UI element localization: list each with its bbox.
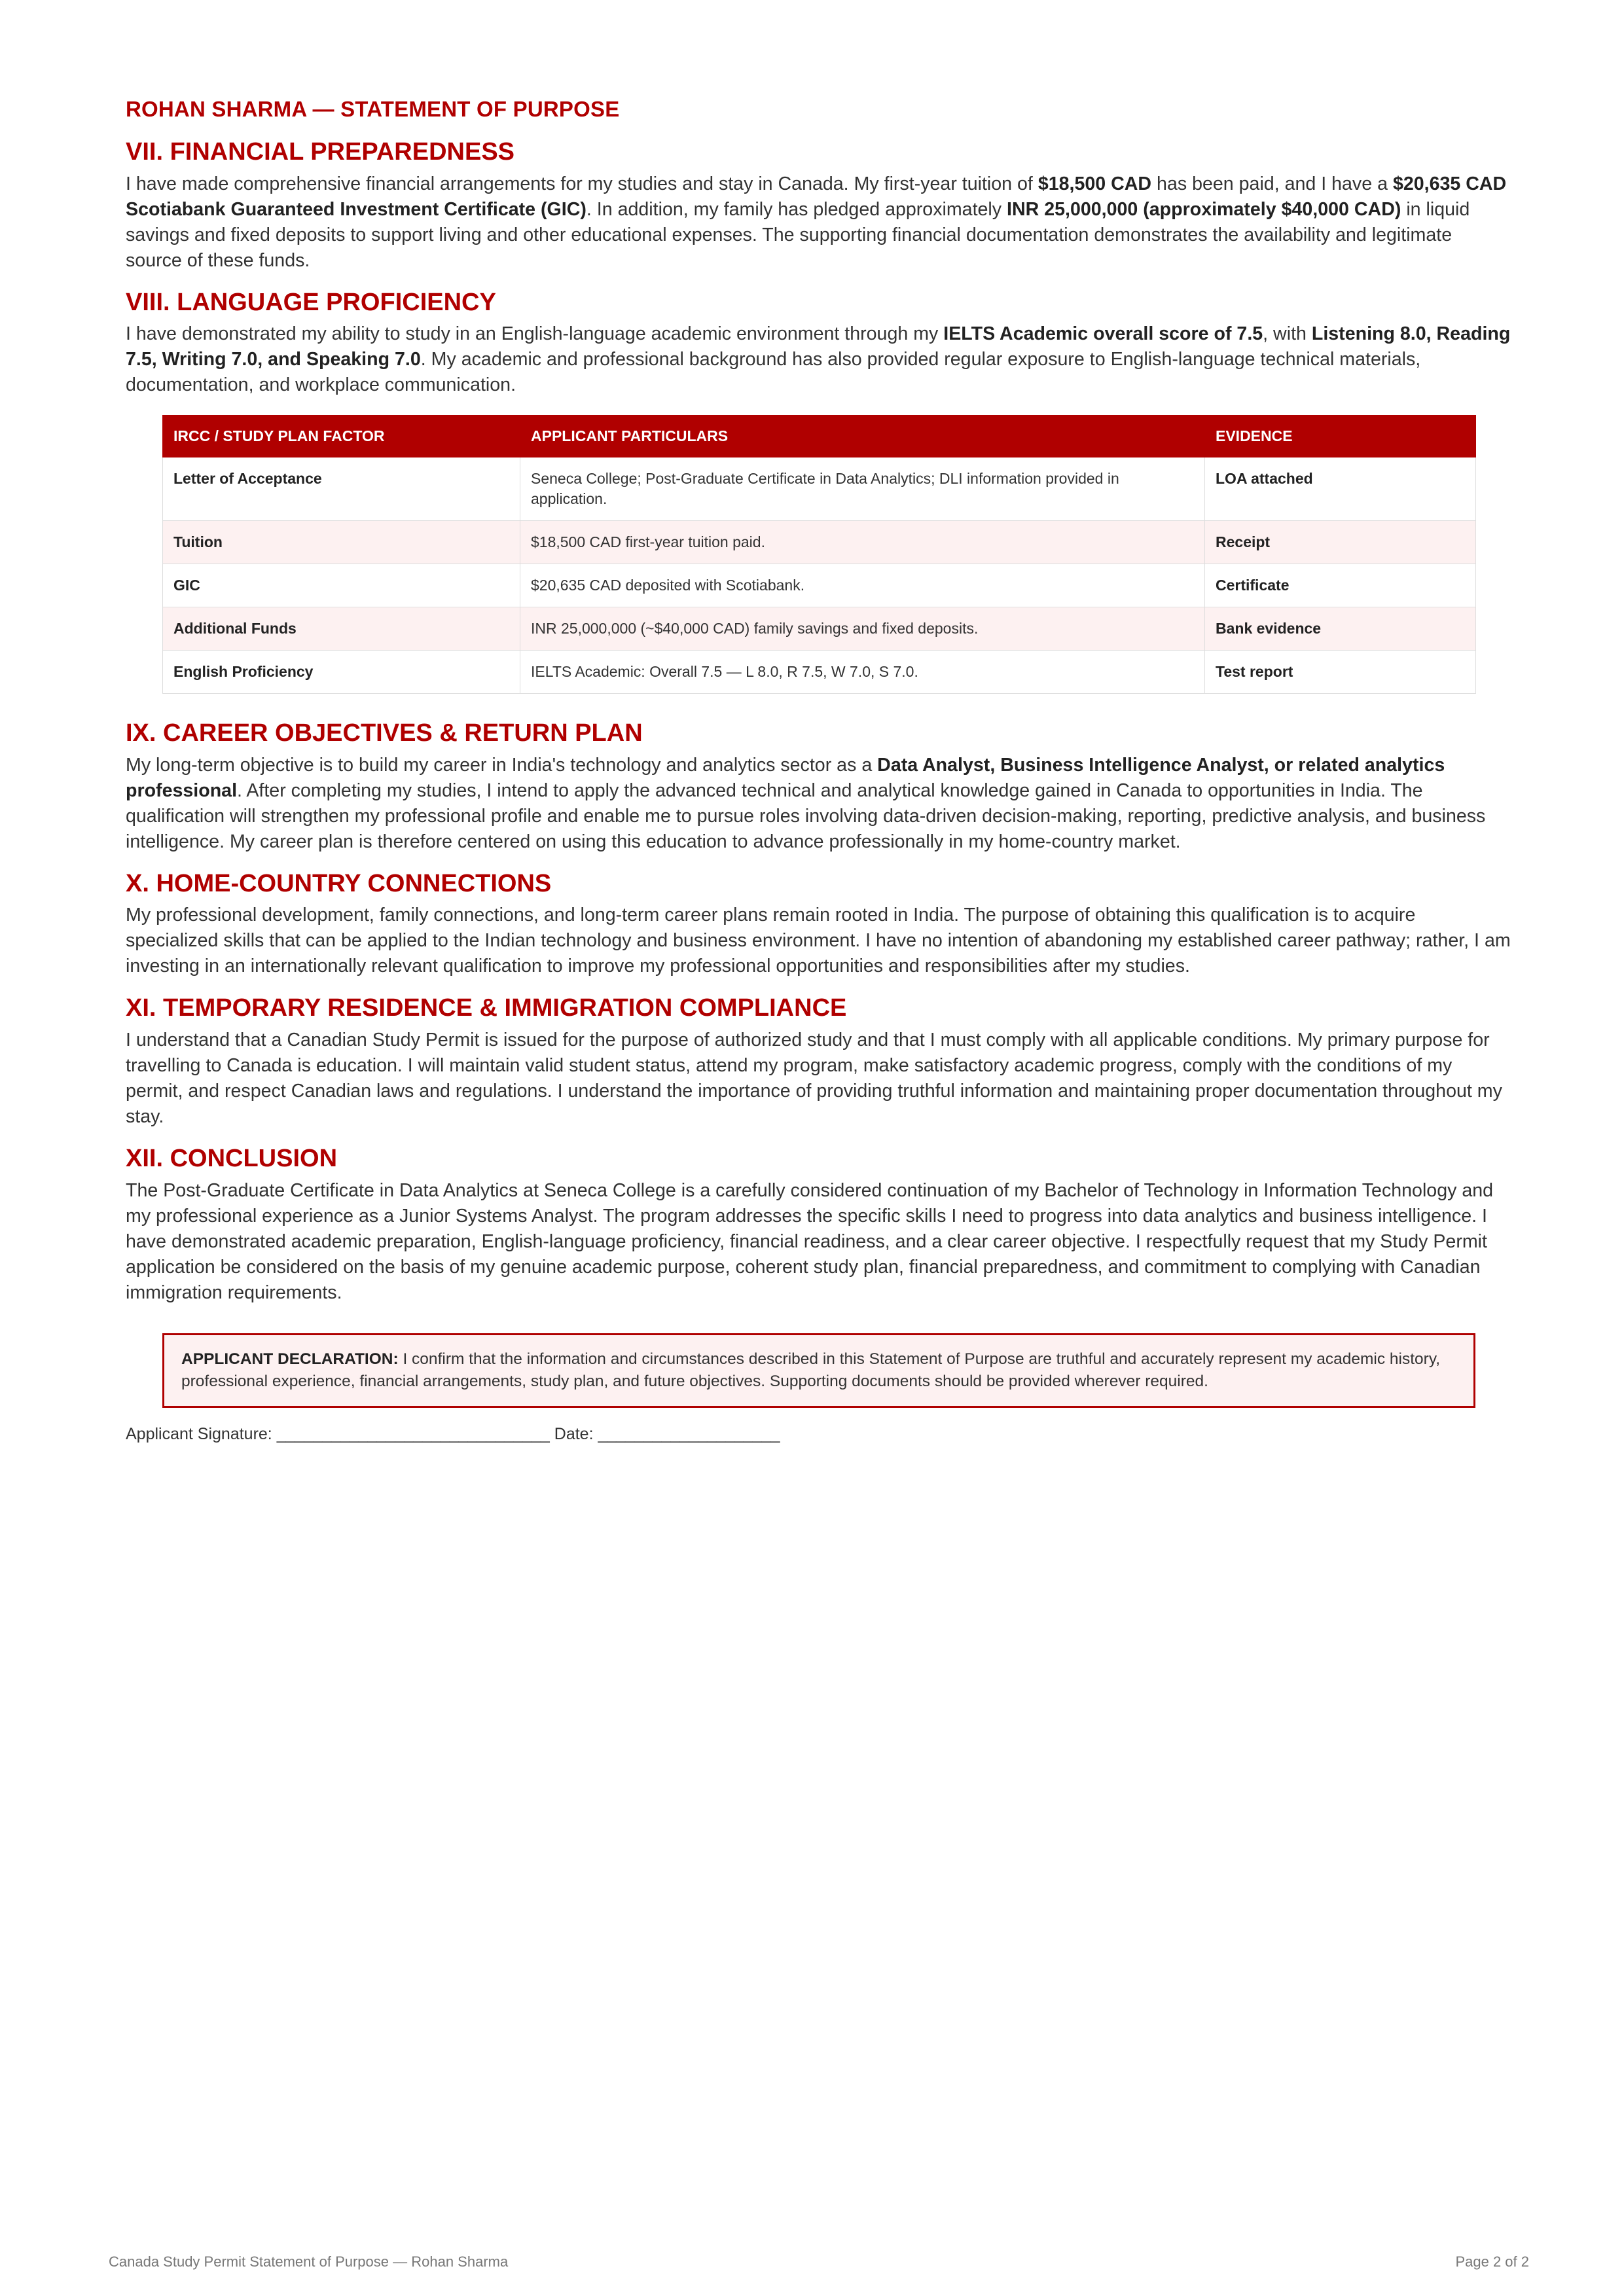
section-heading: XI. TEMPORARY RESIDENCE & IMMIGRATION COMPLIANCE <box>126 994 847 1022</box>
body-text: , with <box>1263 323 1312 345</box>
body-text: in liquid savings and fixed deposits to support living and other educational expenses. The supporting financial documentation demonstrates the availability and legitimate source of these funds. <box>126 198 1470 271</box>
body-text: My long-term objective is to build my career in India's technology and analytics sector as a <box>126 754 878 776</box>
table-header-particulars: APPLICANT PARTICULARS <box>520 416 1205 457</box>
section-heading: VIII. LANGUAGE PROFICIENCY <box>126 288 496 316</box>
table-cell-particulars: $20,635 CAD deposited with Scotiabank. <box>520 564 1205 607</box>
applicant-declaration <box>162 1333 1475 1408</box>
study-plan-table <box>162 415 1476 694</box>
page-number: Page 2 of 2 <box>1455 2253 1529 2270</box>
table-cell-factor: GIC <box>163 564 520 607</box>
table-row <box>163 521 1476 564</box>
section-body <box>126 1178 1512 1306</box>
body-text: I have made comprehensive financial arrangements for my studies and stay in Canada. My first-year tuition of <box>126 173 1038 194</box>
table-row <box>163 651 1476 694</box>
declaration-label: APPLICANT DECLARATION: <box>181 1350 399 1368</box>
table-cell-factor: Tuition <box>163 521 520 564</box>
table-header-row <box>163 416 1476 457</box>
footer-title: Canada Study Permit Statement of Purpose — Rohan Sharma <box>109 2253 509 2270</box>
table-row <box>163 457 1476 521</box>
table-cell-particulars: INR 25,000,000 (~$40,000 CAD) family savings and fixed deposits. <box>520 607 1205 651</box>
table-cell-factor: Letter of Acceptance <box>163 457 520 521</box>
table-cell-factor: Additional Funds <box>163 607 520 651</box>
section-temporary-residence <box>126 994 1512 1130</box>
section-body <box>126 171 1512 274</box>
table-cell-particulars: IELTS Academic: Overall 7.5 — L 8.0, R 7.5, W 7.0, S 7.0. <box>520 651 1205 694</box>
emphasis-text: Data Analyst, Business Intelligence Analyst, or related analytics professional <box>126 754 1445 801</box>
table-cell-evidence: Bank evidence <box>1205 607 1476 651</box>
page-footer <box>109 2253 1529 2270</box>
section-career <box>126 719 1512 855</box>
table-cell-evidence: Certificate <box>1205 564 1476 607</box>
table-row <box>163 564 1476 607</box>
body-text: My professional development, family connections, and long-term career plans remain rooted in India. The purpose of obtaining this qualification is to acquire specialized skills that can be applied to the Indian technology and business environment. I have no intention of abandoning my established career pathway; rather, I am investing in an internationally relevant qualification to improve my professional opportunities and responsibilities after my studies. <box>126 905 1511 977</box>
table-cell-evidence: Test report <box>1205 651 1476 694</box>
body-text: has been paid, and I have a <box>1151 173 1393 194</box>
table-cell-evidence: LOA attached <box>1205 457 1476 521</box>
emphasis-text: $20,635 CAD Scotiabank Guaranteed Investment Certificate (GIC) <box>126 173 1507 220</box>
section-home-country <box>126 869 1512 980</box>
body-text: I have demonstrated my ability to study in an English-language academic environment through my <box>126 323 944 345</box>
section-heading: IX. CAREER OBJECTIVES & RETURN PLAN <box>126 719 643 747</box>
document-header: ROHAN SHARMA — STATEMENT OF PURPOSE <box>126 97 620 121</box>
table-row <box>163 607 1476 651</box>
section-language <box>126 288 1512 399</box>
body-text: . After completing my studies, I intend to apply the advanced technical and analytical knowledge gained in Canada to opportunities in India. The qualification will strengthen my professional profile and enable me to pursue roles involving data-driven decision-making, reporting, predictive analysis, and business intelligence. My career plan is therefore centered on using this education to advance professionally in my home-country market. <box>126 780 1486 852</box>
emphasis-text: $18,500 CAD <box>1038 173 1152 194</box>
signature-line: Applicant Signature: ______________________________ Date: ____________________ <box>126 1424 780 1443</box>
section-body <box>126 903 1512 979</box>
section-heading: X. HOME-COUNTRY CONNECTIONS <box>126 869 552 897</box>
table-cell-factor: English Proficiency <box>163 651 520 694</box>
body-text: The Post-Graduate Certificate in Data Analytics at Seneca College is a carefully considered continuation of my Bachelor of Technology in Information Technology and my professional experience as a Junior Systems Analyst. The program addresses the specific skills I need to progress into data analytics and business intelligence. I have demonstrated academic preparation, English-language proficiency, financial readiness, and a clear career objective. I respectfully request that my Study Permit application be considered on the basis of my genuine academic purpose, coherent study plan, financial preparedness, and commitment to complying with Canadian immigration requirements. <box>126 1179 1494 1303</box>
declaration-text: I confirm that the information and circumstances described in this Statement of Purpose are truthful and accurately represent my academic history, professional experience, financial arrangements, study plan, and future objectives. Supporting documents should be provided wherever required. <box>181 1350 1441 1390</box>
table-cell-evidence: Receipt <box>1205 521 1476 564</box>
section-body <box>126 753 1512 855</box>
body-text: I understand that a Canadian Study Permit is issued for the purpose of authorized study and that I must comply with all applicable conditions. My primary purpose for travelling to Canada is education. I will maintain valid student status, attend my program, make satisfactory academic progress, comply with the conditions of my permit, and respect Canadian laws and regulations. I understand the importance of providing truthful information and maintaining proper documentation throughout my stay. <box>126 1029 1502 1127</box>
section-heading: VII. FINANCIAL PREPAREDNESS <box>126 138 515 166</box>
section-conclusion <box>126 1144 1512 1306</box>
emphasis-text: Listening 8.0, Reading 7.5, Writing 7.0, and Speaking 7.0 <box>126 323 1511 370</box>
table-header-evidence: EVIDENCE <box>1205 416 1476 457</box>
table-header-factor: IRCC / STUDY PLAN FACTOR <box>163 416 520 457</box>
emphasis-text: INR 25,000,000 (approximately $40,000 CAD) <box>1007 198 1401 220</box>
table-cell-particulars: Seneca College; Post-Graduate Certificate in Data Analytics; DLI information provided in application. <box>520 457 1205 521</box>
section-heading: XII. CONCLUSION <box>126 1144 338 1172</box>
body-text: . My academic and professional background has also provided regular exposure to English-language technical materials, documentation, and workplace communication. <box>126 349 1421 396</box>
body-text: . In addition, my family has pledged approximately <box>586 198 1007 220</box>
section-body <box>126 1028 1512 1130</box>
section-financial <box>126 137 1512 274</box>
table-cell-particulars: $18,500 CAD first-year tuition paid. <box>520 521 1205 564</box>
section-body <box>126 321 1512 398</box>
emphasis-text: IELTS Academic overall score of 7.5 <box>943 323 1263 345</box>
document-page <box>126 92 1512 1444</box>
